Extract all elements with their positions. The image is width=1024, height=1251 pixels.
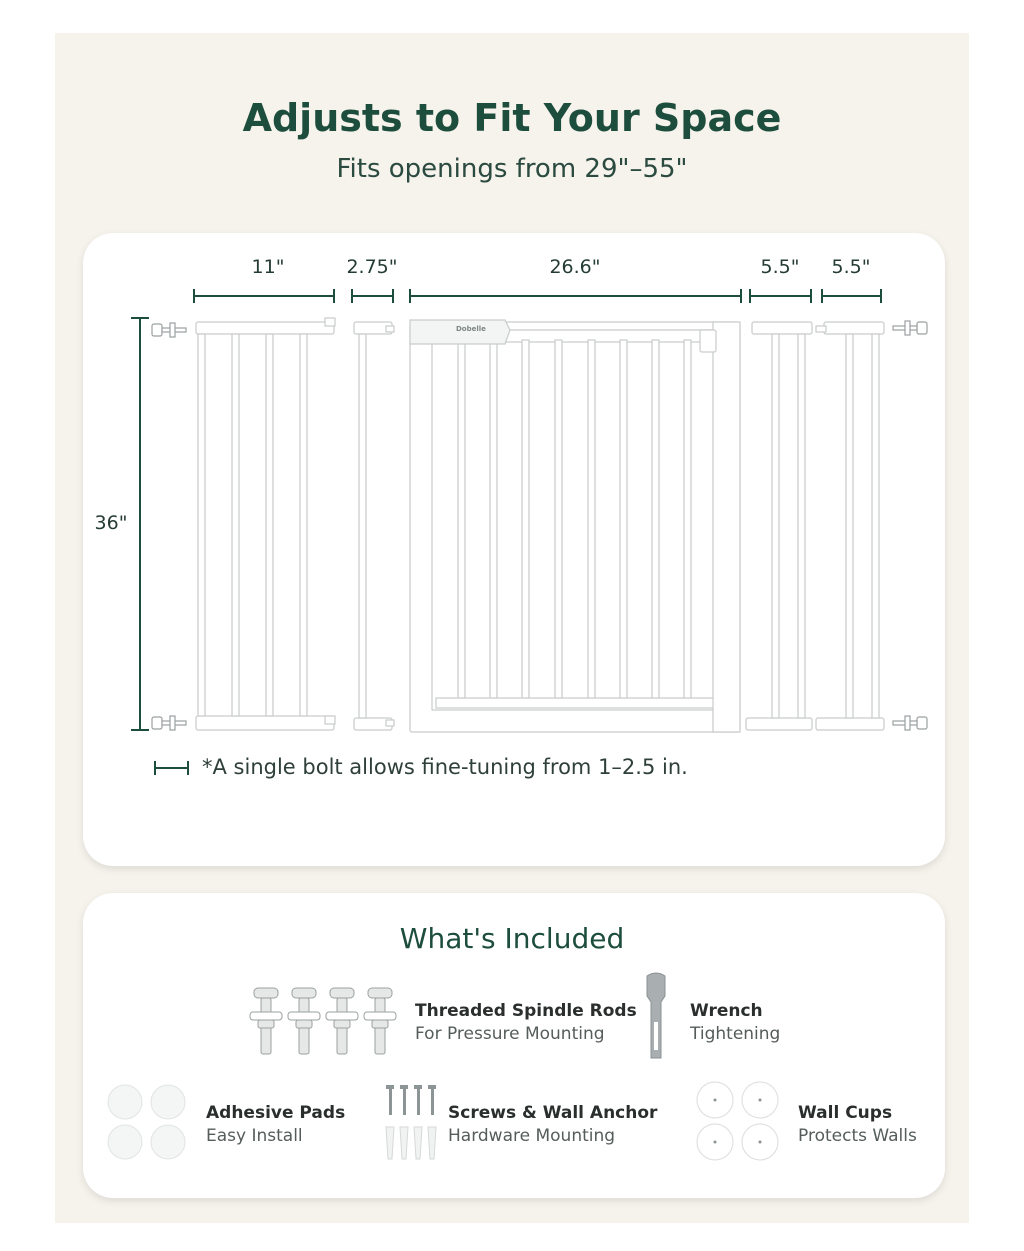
- wall-cup-icon: [694, 1080, 784, 1164]
- item-name-wrench: Wrench: [690, 1001, 763, 1021]
- item-sub-adhesive-pads: Easy Install: [206, 1126, 303, 1146]
- dimension-label-height: 36": [94, 512, 128, 534]
- item-sub-screws: Hardware Mounting: [448, 1126, 616, 1146]
- adhesive-pad-icon: [106, 1083, 192, 1163]
- screw-icon: [380, 1085, 444, 1161]
- dimension-label-2-75: 2.75": [346, 256, 398, 278]
- dimension-label-11: 11": [251, 256, 285, 278]
- item-sub-wall-cups: Protects Walls: [798, 1126, 917, 1146]
- page-subtitle: Fits openings from 29"–55": [336, 154, 688, 184]
- item-name-screws: Screws & Wall Anchor: [448, 1103, 658, 1123]
- item-sub-wrench: Tightening: [690, 1024, 781, 1044]
- dimension-label-5-5-a: 5.5": [760, 256, 800, 278]
- item-sub-spindle-rods: For Pressure Mounting: [415, 1024, 605, 1044]
- item-name-wall-cups: Wall Cups: [798, 1103, 893, 1123]
- dimension-label-5-5-b: 5.5": [831, 256, 871, 278]
- dimension-label-26-6: 26.6": [549, 256, 601, 278]
- spindle-rod-icon: [240, 986, 400, 1056]
- bolt-note: *A single bolt allows fine-tuning from 1–2.5 in.: [202, 755, 688, 779]
- gate-brand-label: Dobelle: [456, 325, 486, 333]
- item-name-spindle-rods: Threaded Spindle Rods: [415, 1001, 637, 1021]
- item-name-adhesive-pads: Adhesive Pads: [206, 1103, 346, 1123]
- wrench-icon: [641, 972, 671, 1062]
- included-title: What's Included: [399, 922, 625, 955]
- page-title: Adjusts to Fit Your Space: [242, 96, 782, 140]
